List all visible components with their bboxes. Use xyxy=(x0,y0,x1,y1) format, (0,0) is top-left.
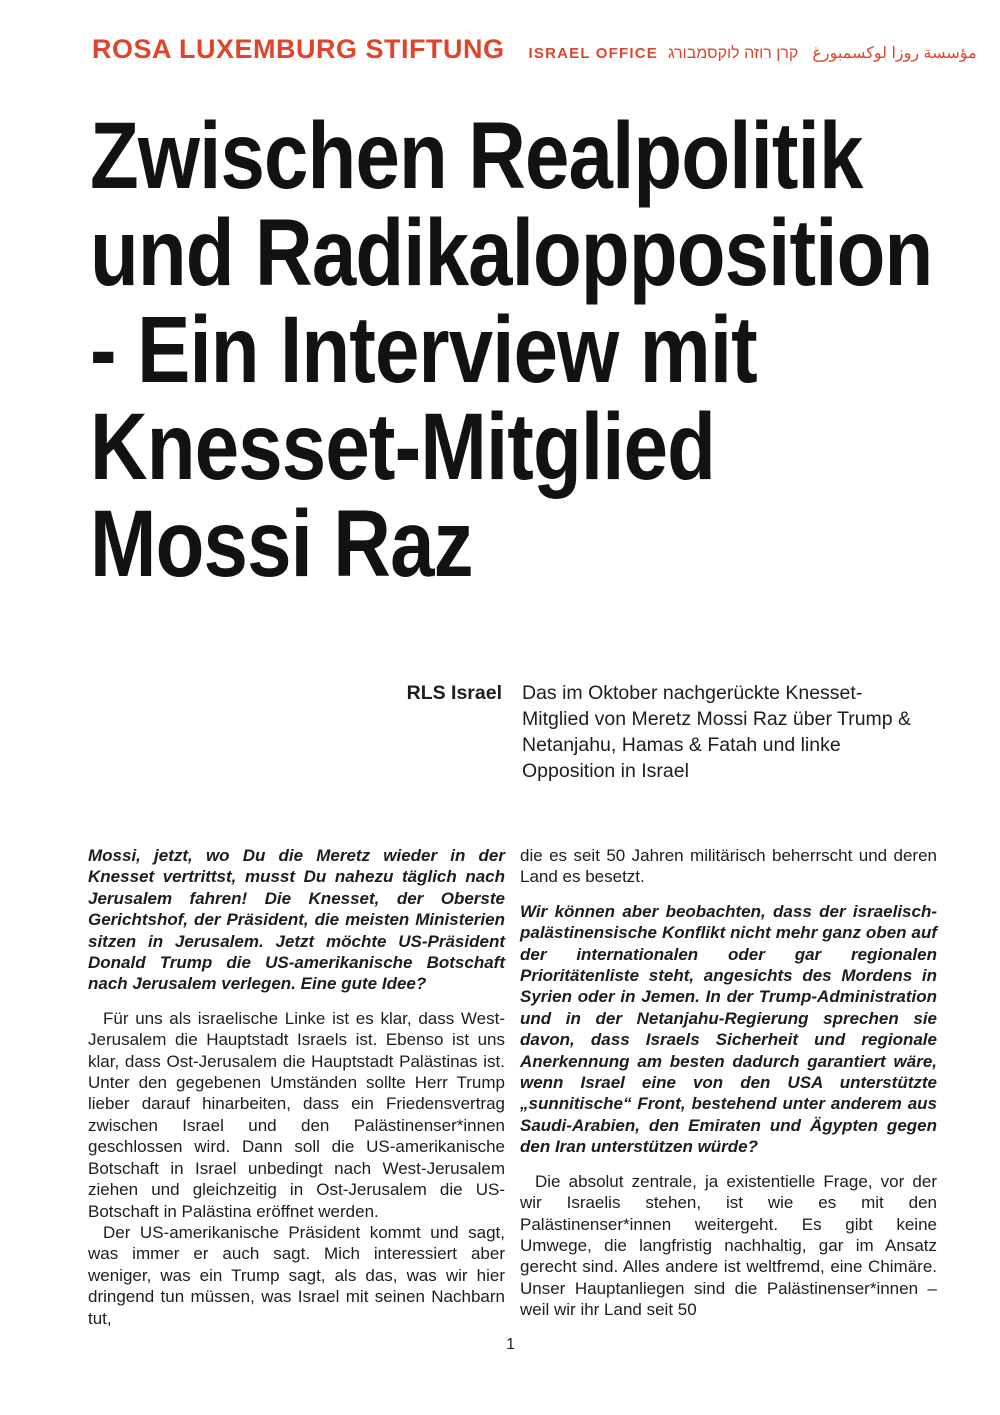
answer-paragraph: Der US-amerikanische Präsident kommt und sagt, was immer er auch sagt. Mich interessiert aber weniger, was ein Trump sagt, als das, was wir hier dringend tun müssen, was Israel mit seinen Nachbarn tut, xyxy=(88,1222,505,1328)
byline: RLS Israel xyxy=(406,682,502,704)
answer-paragraph: Für uns als israelische Linke ist es klar, dass West-Jerusalem die Hauptstadt Israels ist. Ebenso ist uns klar, dass Ost-Jerusalem die Hauptstadt Palästinas ist. Unter den gegebenen Umständen sollte Herr Trump lieber darauf hinarbeiten, dass ein Friedensvertrag zwischen Israel und den Palästinenser*innen geschlossen wird. Dann soll die US-amerikanische Botschaft in Israel unbedingt nach West-Jerusalem ziehen und gleichzeitig in Ost-Jerusalem die US-Botschaft in Palästina eröffnet werden. xyxy=(88,1008,505,1221)
answer-paragraph: Die absolut zentrale, ja existentielle Frage, vor der wir Israelis stehen, ist wie es mit den Palästinenser*innen weitergeht. Es gibt keine Umwege, die langfristig nachhaltig, gar im Ansatz gerecht sind. Alles andere ist weltfremd, eine Chimäre. Unser Hauptanliegen sind die Palästinenser*innen – weil wir ihr Land seit 50 xyxy=(520,1171,937,1320)
right-column xyxy=(520,845,937,1329)
page-number: 1 xyxy=(506,1336,515,1353)
office-label-arabic: مؤسسة روزا لوكسمبورغ xyxy=(812,45,977,62)
title-line-3: - Ein Interview mit xyxy=(90,297,757,403)
title-line-5: Mossi Raz xyxy=(90,491,473,597)
office-label-english: ISRAEL OFFICE xyxy=(528,45,658,62)
left-column xyxy=(88,845,505,1329)
question-paragraph: Mossi, jetzt, wo Du die Meretz wieder in der Knesset vertrittst, musst Du nahezu täglich nach Jerusalem fahren! Die Knesset, der Oberste Gerichtshof, der Präsident, die meisten Ministerien sitzen in Jerusalem. Jetzt möchte US-Präsident Donald Trump die US-amerikanische Botschaft nach Jerusalem verlegen. Eine gute Idee? xyxy=(88,846,505,994)
title-line-2: und Radikalopposition xyxy=(90,200,933,306)
question-paragraph: Wir können aber beobachten, dass der israelisch-palästinensische Konflikt nicht mehr ganz oben auf der internationalen oder gar regionalen Prioritätenliste steht, angesichts des Mordens in Syrien oder in Jemen. In der Trump-Administration und in der Netanjahu-Regierung sprechen sie davon, dass Israels Sicherheit und regionale Anerkennung am besten dadurch garantiert wäre, wenn Israel eine von den USA unterstützte „sunnitische“ Front, bestehend unter anderem aus Saudi-Arabien, den Emiraten und Ägypten gegen den Iran unterstützen würde? xyxy=(520,901,937,1157)
title-line-4: Knesset-Mitglied xyxy=(90,394,716,500)
article-title-lines xyxy=(90,103,933,597)
lead-text: Das im Oktober nachgerückte Knesset-Mitglied von Meretz Mossi Raz über Trump & Netanjahu, Hamas & Fatah und linke Opposition in Israel xyxy=(522,682,912,782)
article-body xyxy=(88,845,937,1329)
answer-continuation-paragraph: die es seit 50 Jahren militärisch beherrscht und deren Land es besetzt. xyxy=(520,846,937,887)
office-label-hebrew: קרן רוזה לוקסמבורג xyxy=(668,45,799,62)
masthead xyxy=(92,34,977,65)
title-line-1: Zwischen Realpolitik xyxy=(90,103,863,209)
office-labels xyxy=(529,43,977,63)
article-title xyxy=(90,103,1000,597)
brand-wordmark: ROSA LUXEMBURG STIFTUNG xyxy=(92,34,505,64)
